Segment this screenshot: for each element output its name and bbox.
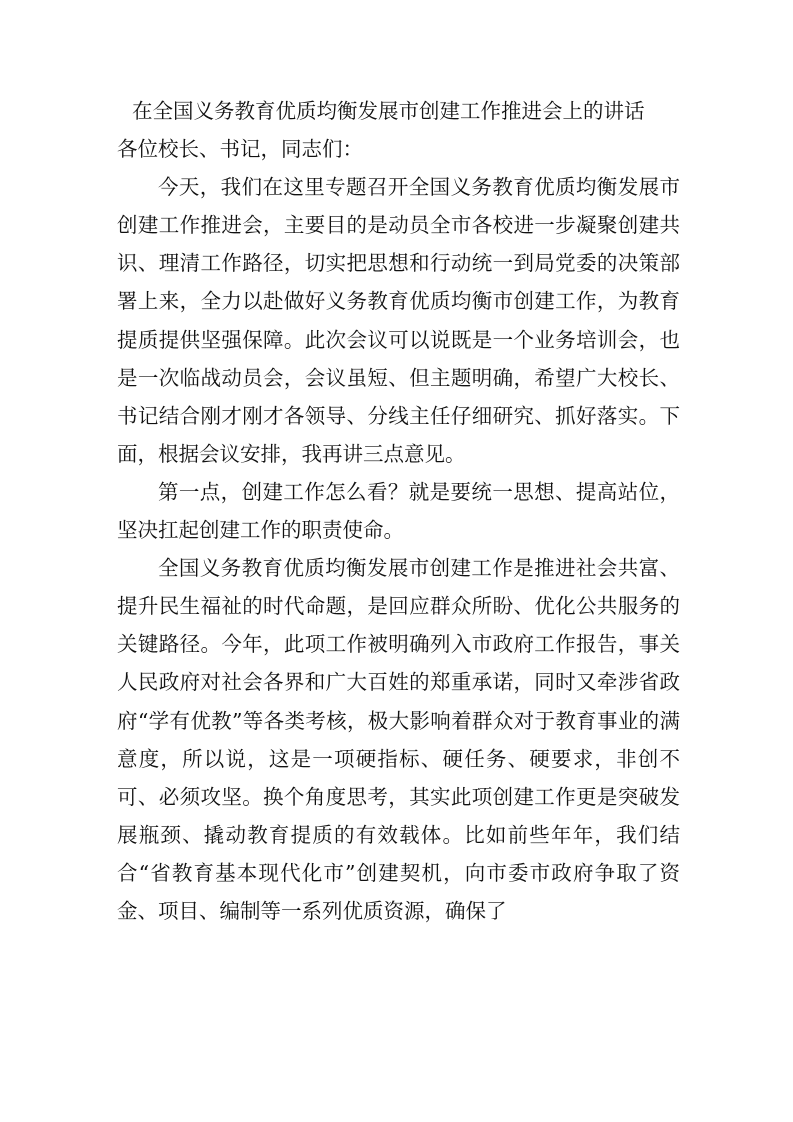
paragraph-point-one: 第一点，创建工作怎么看？就是要统一思想、提高站位，坚决扛起创建工作的职责使命。	[117, 479, 680, 543]
salutation: 各位校长、书记，同志们：	[117, 137, 363, 162]
speech-title: 在全国义务教育优质均衡发展市创建工作推进会上的讲话	[132, 99, 645, 123]
document-body	[117, 92, 680, 930]
paragraph-body: 全国义务教育优质均衡发展市创建工作是推进社会共富、提升民生福祉的时代命题，是回应群众所盼、优化公共服务的关键路径。今年，此项工作被明确列入市政府工作报告，事关人民政府对社会各界和广大百姓的郑重承诺，同时又牵涉省政府“学有优教”等各类考核，极大影响着群众对于教育事业的满意度，所以说，这是一项硬指标、硬任务、硬要求，非创不可、必须攻坚。换个角度思考，其实此项创建工作更是突破发展瓶颈、撬动教育提质的有效载体。比如前些年年，我们结合“省教育基本现代化市”创建契机，向市委市政府争取了资金、项目、编制等一系列优质资源，确保了	[117, 556, 680, 923]
paragraph-opening: 今天，我们在这里专题召开全国义务教育优质均衡发展市创建工作推进会，主要目的是动员全市各校进一步凝聚创建共识、理清工作路径，切实把思想和行动统一到局党委的决策部署上来，全力以赴做好义务教育优质均衡市创建工作，为教育提质提供坚强保障。此次会议可以说既是一个业务培训会，也是一次临战动员会，会议虽短、但主题明确，希望广大校长、书记结合刚才刚才各领导、分线主任仔细研究、抓好落实。下面，根据会议安排，我再讲三点意见。	[117, 175, 680, 466]
